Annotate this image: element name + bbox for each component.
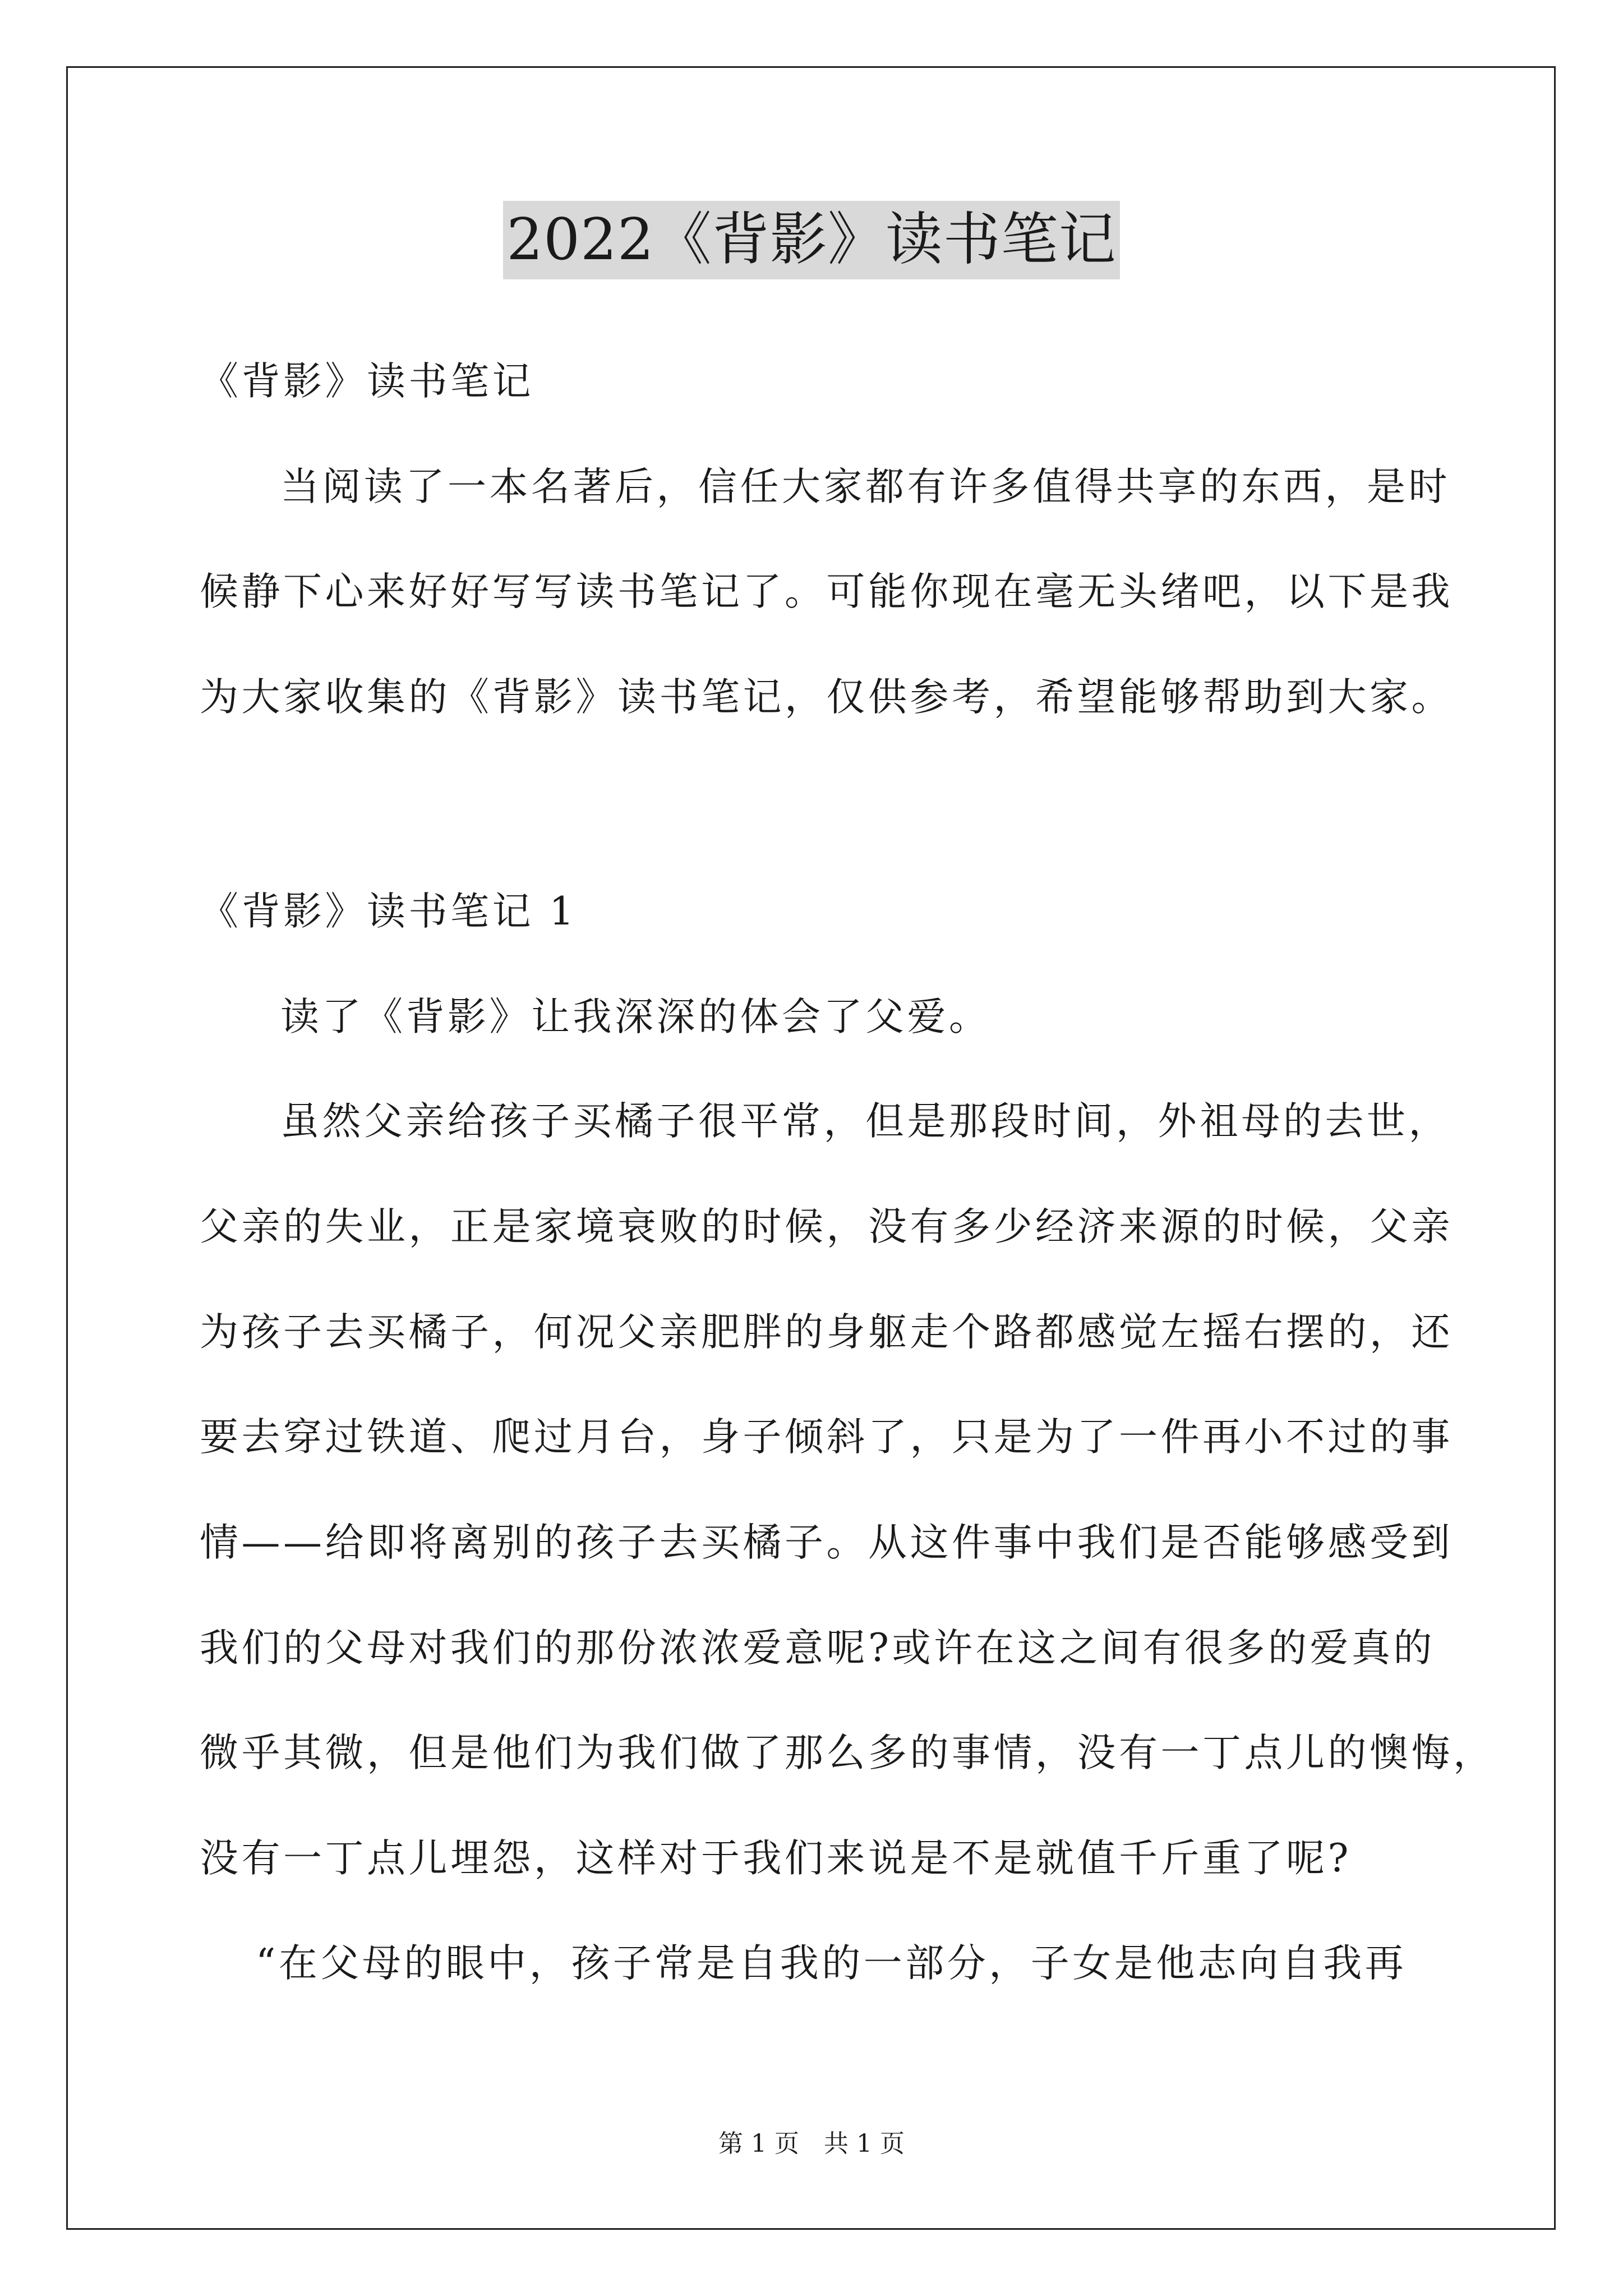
paragraph-line: “在父母的眼中，孩子常是自我的一部分，子女是他志向自我再	[256, 1941, 1407, 1986]
paragraph-line: 要去穿过铁道、爬过月台，身子倾斜了，只是为了一件再小不过的事	[200, 1415, 1453, 1460]
paragraph-line: 为孩子去买橘子，何况父亲肥胖的身躯走个路都感觉左摇右摆的，还	[200, 1310, 1453, 1355]
paragraph-line: 当阅读了一本名著后，信任大家都有许多值得共享的东西，是时	[280, 464, 1450, 509]
section-heading: 《背影》读书笔记 1	[200, 889, 577, 934]
paragraph-line: 我们的父母对我们的那份浓浓爱意呢?或许在这之间有很多的爱真的	[200, 1626, 1435, 1671]
paragraph-line: 微乎其微，但是他们为我们做了那么多的事情，没有一丁点儿的懊悔，	[200, 1731, 1495, 1775]
paragraph-line: 父亲的失业，正是家境衰败的时候，没有多少经济来源的时候，父亲	[200, 1204, 1453, 1249]
paragraph-line: 候静下心来好好写写读书笔记了。可能你现在毫无头绪吧，以下是我	[200, 569, 1453, 614]
section-heading: 《背影》读书笔记	[200, 359, 534, 404]
paragraph-line: 情——给即将离别的孩子去买橘子。从这件事中我们是否能够感受到	[200, 1520, 1453, 1565]
page-footer: 第 1 页 共 1 页	[718, 2129, 905, 2158]
paragraph-line: 读了《背影》让我深深的体会了父爱。	[280, 995, 991, 1039]
paragraph-line: 虽然父亲给孩子买橘子很平常，但是那段时间，外祖母的去世，	[280, 1099, 1450, 1144]
paragraph-line: 为大家收集的《背影》读书笔记，仅供参考，希望能够帮助到大家。	[200, 675, 1453, 720]
title-container	[0, 201, 1623, 279]
document-title[interactable]: 2022《背影》读书笔记	[503, 201, 1120, 279]
paragraph-line: 没有一丁点儿埋怨，这样对于我们来说是不是就值千斤重了呢?	[200, 1836, 1352, 1881]
